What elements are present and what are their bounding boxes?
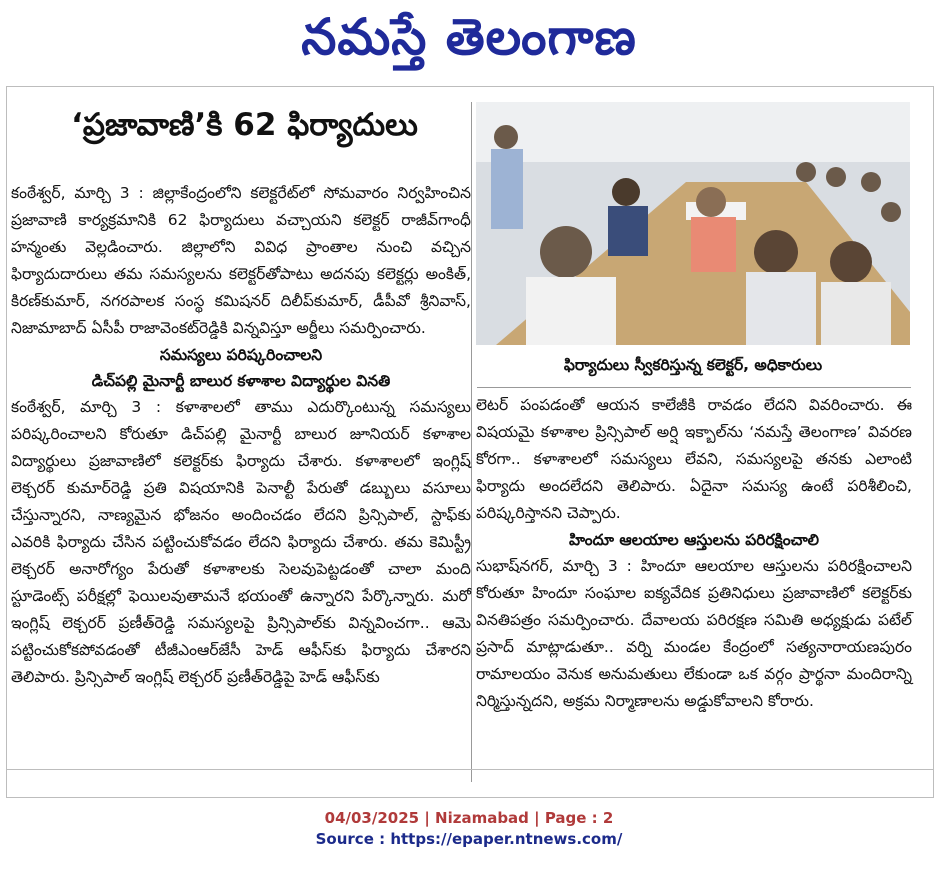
article-subheadline: డిచ్‌పల్లి మైనార్టీ బాలుర కళాశాల విద్యార్థుల వినతి [91,372,391,390]
article-body-2-continued: లెటర్‌ పంపడంతో ఆయన కాలేజీకి రావడం లేదని వివరించారు. ఈ విషయమై కళాశాల ప్రిన్సిపాల్‌ అర్షి ఇక్బాల్‌ను ‘నమస్తే తెలంగాణ’ వివరణ కోరగా.. కళాశాలలో సమస్యలు లేవని, సమస్యలపై తనకు ఎలాంటి ఫిర్యాదు అందలేదని తెలిపారు. ఏదైనా సమస్య ఉంటే పరిశీలించి, పరిష్కరిస్తానని చెప్పారు. [476,396,912,522]
article-headline: ‘ప్రజావాణి’కి 62 ఫిర్యాదులు [71,107,418,143]
left-column [11,180,471,691]
right-column [476,392,912,715]
article-body: కంఠేశ్వర్‌, మార్చి 3 : జిల్లాకేంద్రంలోని కలెక్టరేట్‌లో సోమవారం నిర్వహించిన ప్రజావాణి కార్యక్రమానికి 62 ఫిర్యాదులు వచ్చాయని కలెక్టర్‌ రాజీవ్‌గాంధీ హన్మంతు వెల్లడించారు. జిల్లాలోని వివిధ ప్రాంతాల నుంచి వచ్చిన ఫిర్యాదుదారులు తమ సమస్యలను కలెక్టర్‌తోపాటు అదనపు కలెక్టర్లు అంకిత్‌, కిరణ్‌కుమార్‌, నగరపాలక సంస్థ కమిషనర్‌ దిలీప్‌కుమార్‌, డీపీవో శ్రీనివాస్‌, నిజామాబాద్‌ ఏసీపీ రాజావెంకట్‌రెడ్డికి విన్నవిస్తూ అర్జీలు సమర్పించారు. [11,184,471,337]
photo-illustration [476,102,910,345]
article-subheadline-2: హిందూ ఆలయాల ఆస్తులను పరిరక్షించాలి [568,531,820,549]
news-photo [476,102,910,345]
article-body-3: సుభాష్‌నగర్‌, మార్చి 3 : హిందూ ఆలయాల ఆస్తులను పరిరక్షించాలని కోరుతూ హిందూ సంఘాల ఐక్యవేదిక ప్రతినిధులు ప్రజావాణిలో కలెక్టర్‌కు వినతిపత్రం సమర్పించారు. దేవాలయ పరిరక్షణ సమితి అధ్యక్షుడు పటేల్‌ ప్రసాద్‌ మాట్లాడుతూ.. వర్ని మండల కేంద్రంలో సత్యనారాయణపురం రామాలయం వెనుక అనుమతులు లేకుండా ఒక వర్గం ప్రార్థనా మందిరాన్ని నిర్మిస్తున్నదని, అక్రమ నిర్మాణాలను అడ్డుకోవాలని కోరారు. [476,557,912,710]
article-kicker: సమస్యలు పరిష్కరించాలని [159,346,323,364]
source-url: Source : https://epaper.ntnews.com/ [315,830,623,848]
photo-caption: ఫిర్యాదులు స్వీకరిస్తున్న కలెక్టర్‌, అధికారులు [563,356,823,374]
article-body-2: కంఠేశ్వర్‌, మార్చి 3 : కళాశాలలో తాము ఎదుర్కొంటున్న సమస్యలు పరిష్కరించాలని కోరుతూ డిచ్‌పల్లి మైనార్టీ బాలుర జూనియర్‌ కళాశాల విద్యార్థులు ప్రజావాణిలో కలెక్టర్‌కు ఫిర్యాదు చేశారు. కళాశాలలో ఇంగ్లిష్‌ లెక్చరర్‌ కుమార్‌రెడ్డి ప్రతి విషయానికి పెనాల్టీ పేరుతో డబ్బులు వసూలు చేస్తున్నారని, నాణ్యమైన భోజనం అందించడం లేదని ప్రిన్సిపాల్‌, స్టాఫ్‌కు ఎవరికి ఫిర్యాదు చేసిన పట్టించుకోవడం లేదని ఫిర్యాదు చేశారు. తమ కెమిస్ట్రీ లెక్చరర్‌ అనారోగ్యం పేరుతో కళాశాలకు సెలవుపెట్టడంతో చాలా మంది స్టూడెంట్స్‌ పరీక్షల్లో ఫెయిలవుతామనే భయంతో ఉన్నారని పేర్కొన్నారు. మరో ఇంగ్లిష్‌ లెక్చరర్‌ ప్రణీత్‌రెడ్డి సమస్యలపై ప్రిన్సిపాల్‌కు విన్నవించగా.. ఆమె పట్టించుకోకపోవడంతో టీజీఎంఆర్‌జేసీ హెడ్‌ ఆఫీస్‌కు ఫిర్యాదు చేశారని తెలిపారు. ప్రిన్సిపాల్‌ ఇంగ్లిష్‌ లెక్చరర్‌ ప్రణీత్‌రెడ్డిపై హెడ్‌ ఆఫీస్‌కు [11,398,471,686]
newspaper-clipping [6,86,934,798]
column-divider [471,102,472,782]
edition-info: 04/03/2025 | Nizamabad | Page : 2 [324,809,614,827]
newspaper-title: నమస్తే తెలంగాణ [301,8,637,66]
source-footer [0,808,938,850]
caption-divider [477,387,911,388]
bottom-rule [7,769,933,770]
masthead [0,0,938,78]
